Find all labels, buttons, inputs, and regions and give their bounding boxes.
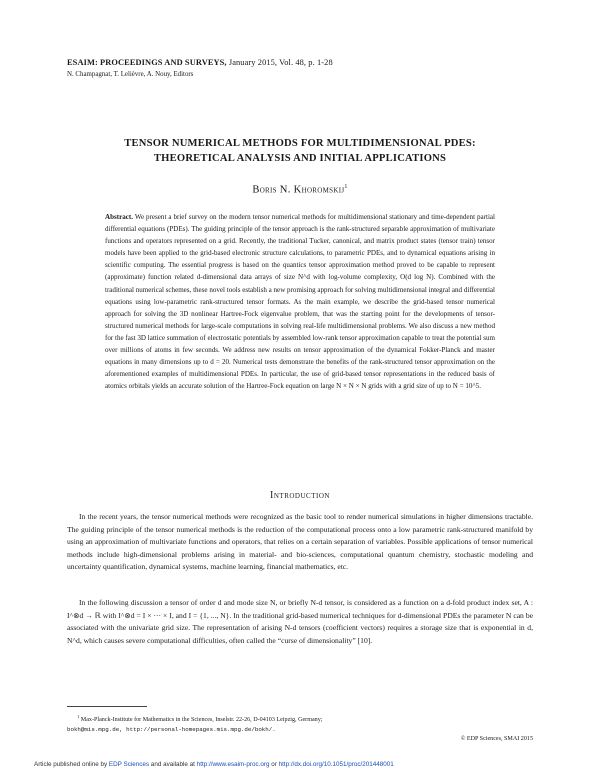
paper-title-line-1: TENSOR NUMERICAL METHODS FOR MULTIDIMENSIONAL PDES: bbox=[124, 138, 476, 149]
intro-paragraph-2: In the following discussion a tensor of order d and mode size N, or briefly N-d tensor, is considered as a function on a d-fold product index set, A : I^⊗d → ℝ with I^⊗d = I × ··· × I, and I = {1, ..., N}. In the traditional grid-based numerical techniques for d-dimensional PDEs the parameter N can be associated with the univariate grid size. The representation of arising N-d tensors (coefficient vectors) requires a storage size that is exponential in d, N^d, which causes severe computational difficulties, often called the “curse of dimensionality” [10]. bbox=[67, 598, 533, 645]
abstract-label: Abstract. bbox=[105, 213, 133, 221]
journal-title: ESAIM: PROCEEDINGS AND SURVEYS, bbox=[67, 58, 227, 67]
paper-title-line-2: THEORETICAL ANALYSIS AND INITIAL APPLICATIONS bbox=[153, 153, 447, 164]
footnote-mark: 1 bbox=[77, 714, 80, 719]
publine-or: or bbox=[269, 761, 279, 768]
publine-middle: and available at bbox=[149, 761, 197, 768]
affiliation-mark: 1 bbox=[344, 184, 348, 190]
editors-line: N. Champagnat, T. Lelièvre, A. Nouy, Editors bbox=[67, 71, 194, 78]
section-heading-introduction: Introduction bbox=[270, 490, 330, 501]
footnote-affiliation: Max-Planck-Institute for Mathematics in the Sciences, Inselstr. 22-26, D-04103 Leipzig, Germany; bbox=[80, 717, 323, 724]
author-line bbox=[60, 184, 540, 196]
publisher-link[interactable]: EDP Sciences bbox=[108, 761, 150, 768]
journal-header bbox=[67, 58, 333, 67]
copyright-notice: © EDP Sciences, SMAI 2015 bbox=[460, 736, 533, 742]
intro-paragraph-1: In the recent years, the tensor numerical methods were recognized as the basic tool to render numerical simulations in higher dimensions tractable. The guiding principle of the tensor numerical methods is the reduction of the computational process onto a low parametric rank-structured manifold by using an approximation of multivariate functions and operators, that relies on a certain separation of variables. Possible applications of tensor numerical methods include high-dimensional problems arising in material- and bio-sciences, computational quantum chemistry, stochastic modeling and uncertainty quantification, dynamical systems, machine learning, financial mathematics, etc. bbox=[67, 512, 533, 572]
footnote bbox=[67, 712, 537, 735]
doi-link[interactable]: http://dx.doi.org/10.1051/proc/201448001 bbox=[278, 761, 394, 768]
abstract-text: We present a brief survey on the modern tensor numerical methods for multidimensional stationary and time-dependent partial differential equations (PDEs). The guiding principle of the tensor approach is the rank-structured separable approximation of multivariate functions and operators represented on a grid. Recently, the traditional Tucker, canonical, and matrix product states (tensor train) tensor models have been applied to the grid-based electronic structure calculations, to parametric PDEs, and to dynamical equations arising in scientific computing. The essential progress is based on the quantics tensor approximation method proved to be capable to represent (approximate) function related d-dimensional data arrays of size N^d with log-volume complexity, O(d log N). Combined with the traditional numerical schemes, these novel tools establish a new promising approach for solving multidimensional integral and differential equations using low-parametric rank-structured tensor formats. As the main example, we describe the grid-based tensor numerical approach for solving the 3D nonlinear Hartree-Fock eigenvalue problem, that was the starting point for the developments of tensor-structured numerical methods for large-scale computations in solving real-life multidimensional problems. We also discuss a new method for the fast 3D lattice summation of electrostatic potentials by assembled low-rank tensor approximation capable to treat the potential sum over millions of atoms in few seconds. We address new results on tensor approximation of the dynamical Fokker-Planck and master equations in many dimensions up to d = 20. Numerical tests demonstrate the benefits of the rank-structured tensor approximation on the aforementioned examples of multidimensional PDEs. In particular, the use of grid-based tensor representations in the reduced basis of atomics orbitals yields an accurate solution of the Hartree-Fock equation on large N × N × N grids with a grid size of up to N = 10^5. bbox=[105, 213, 496, 391]
journal-issue: January 2015, Vol. 48, p. 1-28 bbox=[228, 58, 333, 67]
footnote-rule bbox=[67, 706, 147, 707]
publication-line bbox=[34, 761, 394, 768]
footnote-contact: bokh@mis.mpg.de, http://personal-homepages.mis.mpg.de/bokh/. bbox=[67, 726, 276, 734]
abstract bbox=[105, 211, 495, 392]
author-name: Boris N. Khoromskij bbox=[252, 184, 345, 196]
publine-prefix: Article published online by bbox=[34, 761, 109, 768]
journal-url-link[interactable]: http://www.esaim-proc.org bbox=[196, 761, 270, 768]
